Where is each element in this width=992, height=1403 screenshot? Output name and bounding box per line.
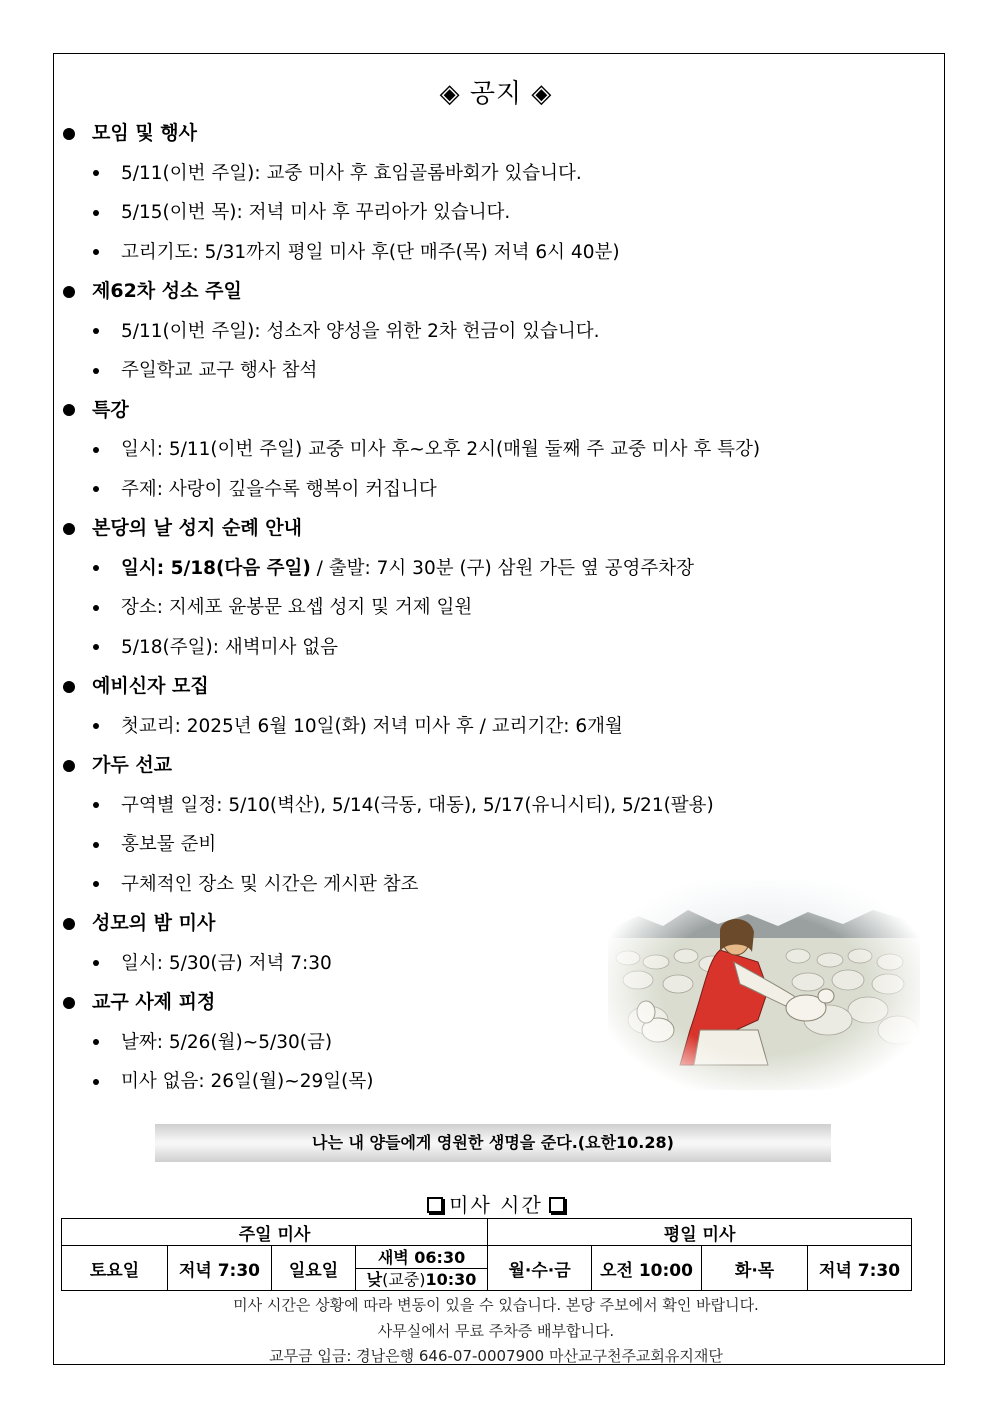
list-item: 5/18(주일): 새벽미사 없음	[60, 628, 920, 668]
bullet-icon	[93, 328, 99, 334]
list-item: 일시: 5/30(금) 저녁 7:30	[60, 944, 920, 984]
bullet-icon	[63, 681, 75, 693]
mass-schedule-table	[61, 1218, 912, 1291]
footer-note-schedule: 미사 시간은 상황에 따라 변동이 있을 수 있습니다. 본당 주보에서 확인 바랍니다.	[233, 1296, 759, 1314]
bullet-icon	[63, 128, 75, 140]
saturday-time: 저녁 7:30	[168, 1246, 272, 1291]
footer-note-account: 교무금 입금: 경남은행 646-07-0007900 마산교구천주교회유지재단	[269, 1347, 723, 1365]
list-item: 5/11(이번 주일): 성소자 양성을 위한 2차 헌금이 있습니다.	[60, 312, 920, 352]
bullet-icon	[63, 760, 75, 772]
list-item: 주제: 사랑이 깊을수록 행복이 커집니다	[60, 470, 920, 510]
section-heading: 모임 및 행사	[60, 114, 920, 154]
bullet-icon	[63, 523, 75, 535]
list-item: 일시: 5/11(이번 주일) 교중 미사 후~오후 2시(매월 둘째 주 교중 미사 후 특강)	[60, 430, 920, 470]
list-item: 장소: 지세포 윤봉문 요셉 성지 및 거제 일원	[60, 588, 920, 628]
bullet-icon	[93, 1039, 99, 1045]
list-item: 고리기도: 5/31까지 평일 미사 후(단 매주(목) 저녁 6시 40분)	[60, 233, 920, 273]
list-item: 홍보물 준비	[60, 825, 920, 865]
bullet-icon	[63, 918, 75, 930]
list-item: 날짜: 5/26(월)~5/30(금)	[60, 1023, 920, 1063]
weekday-mass-header: 평일 미사	[488, 1219, 912, 1246]
list-item: 주일학교 교구 행사 참석	[60, 351, 920, 391]
good-shepherd-illustration	[608, 880, 920, 1090]
list-item: 구역별 일정: 5/10(벽산), 5/14(극동, 대동), 5/17(유니시티), 5/21(팔용)	[60, 786, 920, 826]
bullet-icon	[93, 960, 99, 966]
bullet-icon	[93, 368, 99, 374]
sunday-times	[356, 1246, 488, 1291]
section-heading: 예비신자 모집	[60, 667, 920, 707]
list-item: 5/11(이번 주일): 교중 미사 후 효임골롬바회가 있습니다.	[60, 154, 920, 194]
tue-thu-time: 저녁 7:30	[808, 1246, 912, 1291]
bullet-icon	[93, 605, 99, 611]
tue-thu-label: 화·목	[702, 1246, 808, 1291]
bullet-icon	[63, 997, 75, 1009]
bullet-icon	[93, 881, 99, 887]
bullet-icon	[93, 486, 99, 492]
table-row	[62, 1246, 912, 1291]
bullet-icon	[93, 723, 99, 729]
checkbox-square-icon	[549, 1197, 565, 1213]
section-heading: 가두 선교	[60, 746, 920, 786]
bullet-icon	[93, 644, 99, 650]
saturday-label: 토요일	[62, 1246, 168, 1291]
table-header-row	[62, 1219, 912, 1246]
section-heading: 교구 사제 피정	[60, 983, 920, 1023]
section-heading: 본당의 날 성지 순례 안내	[60, 509, 920, 549]
section-heading: 성모의 밤 미사	[60, 904, 920, 944]
list-item: 일시: 5/18(다음 주일) / 출발: 7시 30분 (구) 삼원 가든 옆 공영주차장	[60, 549, 920, 589]
list-item: 구체적인 장소 및 시간은 게시판 참조	[60, 865, 920, 905]
bullet-icon	[93, 1079, 99, 1085]
bullet-icon	[63, 404, 75, 416]
sunday-noon-time: 낮(교중)10:30	[366, 1269, 477, 1289]
list-item: 첫교리: 2025년 6월 10일(화) 저녁 미사 후 / 교리기간: 6개월	[60, 707, 920, 747]
bullet-icon	[93, 170, 99, 176]
list-item: 5/15(이번 목): 저녁 미사 후 꾸리아가 있습니다.	[60, 193, 920, 233]
sunday-label: 일요일	[272, 1246, 356, 1291]
bullet-icon	[93, 210, 99, 216]
sunday-mass-header: 주일 미사	[62, 1219, 488, 1246]
bullet-icon	[93, 447, 99, 453]
checkbox-square-icon	[427, 1197, 443, 1213]
sunday-dawn-time: 새벽 06:30	[356, 1247, 487, 1269]
footer-note-parking: 사무실에서 무료 주차증 배부합니다.	[377, 1322, 615, 1340]
section-heading: 제62차 성소 주일	[60, 272, 920, 312]
bullet-icon	[93, 565, 99, 571]
bullet-icon	[93, 249, 99, 255]
bullet-icon	[93, 802, 99, 808]
bullet-icon	[63, 286, 75, 298]
mon-wed-fri-label: 월·수·금	[488, 1246, 592, 1291]
scripture-quote-banner: 나는 내 양들에게 영원한 생명을 준다.(요한10.28)	[155, 1124, 831, 1162]
list-item: 미사 없음: 26일(월)~29일(목)	[60, 1062, 920, 1102]
bullet-icon	[93, 842, 99, 848]
section-heading: 특강	[60, 391, 920, 431]
mass-schedule-title: 미사 시간	[0, 1189, 992, 1218]
page-title: ◈ 공지 ◈	[439, 79, 553, 109]
mon-wed-fri-time: 오전 10:00	[592, 1246, 702, 1291]
